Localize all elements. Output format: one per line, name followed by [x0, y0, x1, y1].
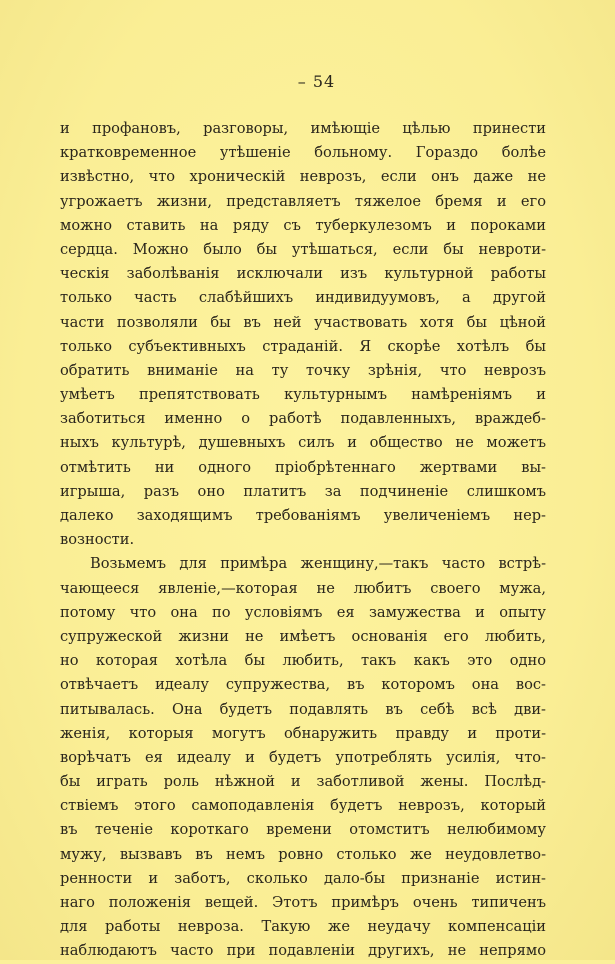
text-line: для работы невроза. Такую же неудачу компенсаціи — [60, 918, 546, 936]
text-line: ворѣчатъ ея идеалу и будетъ употреблять усилія, что- — [60, 748, 546, 766]
body-text — [60, 117, 546, 964]
page-number: – 54 — [297, 72, 336, 91]
text-line: женія, которыя могутъ обнаружить правду и проти- — [60, 724, 546, 742]
text-line: ствіемъ этого самоподавленія будетъ неврозъ, который — [60, 797, 546, 815]
paragraph-1 — [60, 117, 546, 552]
text-line: въ теченіе короткаго времени отомститъ нелюбимому — [60, 821, 546, 839]
text-line: отвѣчаетъ идеалу супружества, въ которомъ она вос- — [60, 676, 546, 694]
text-line: кратковременное утѣшеніе больному. Гораздо болѣе — [60, 144, 546, 162]
text-line: только субъективныхъ страданій. Я скорѣе хотѣлъ бы — [60, 337, 546, 355]
text-line: но которая хотѣла бы любить, такъ какъ это одно — [60, 652, 546, 670]
text-line: и профановъ, разговоры, имѣющіе цѣлью принести — [60, 120, 546, 137]
text-line: сердца. Можно было бы утѣшаться, если бы невроти- — [60, 240, 546, 258]
text-line: наблюдаютъ часто при подавленіи другихъ, не непрямо — [60, 942, 546, 960]
text-line: чающееся явленіе,—которая не любитъ своего мужа, — [60, 579, 546, 597]
text-line: ныхъ культурѣ, душевныхъ силъ и общество не можетъ — [60, 434, 546, 452]
text-line: умѣетъ препятствовать культурнымъ намѣреніямъ и — [60, 386, 546, 404]
text-line: супружеской жизни не имѣетъ основанія его любить, — [60, 627, 546, 645]
text-line: обратить вниманіе на ту точку зрѣнія, что неврозъ — [60, 361, 546, 379]
text-line: заботиться именно о работѣ подавленныхъ, враждеб- — [60, 410, 546, 428]
text-line: мужу, вызвавъ въ немъ ровно столько же неудовлетво- — [60, 845, 546, 863]
text-line: можно ставить на ряду съ туберкулезомъ и пороками — [60, 216, 546, 234]
text-line: ренности и заботъ, сколько дало-бы признаніе истин- — [60, 869, 546, 887]
text-line: возности. — [60, 531, 135, 549]
text-line: ческія заболѣванія исключали изъ культурной работы — [60, 265, 546, 283]
text-line: только часть слабѣйшихъ индивидуумовъ, а другой — [60, 289, 546, 307]
text-line: наго положенія вещей. Этотъ примѣръ очень типиченъ — [60, 894, 546, 911]
text-line: бы играть роль нѣжной и заботливой жены. Послѣд- — [60, 773, 546, 791]
text-line: далеко заходящимъ требованіямъ увеличеніемъ нер- — [60, 507, 546, 524]
text-line: потому что она по условіямъ ея замужества и опыту — [60, 603, 546, 621]
text-line: отмѣтить ни одного пріобрѣтеннаго жертвами вы- — [60, 458, 546, 476]
text-line: угрожаетъ жизни, представляетъ тяжелое бремя и его — [60, 192, 546, 210]
text-line: извѣстно, что хроническій неврозъ, если онъ даже не — [60, 168, 546, 186]
text-line: игрыша, разъ оно платитъ за подчиненіе слишкомъ — [60, 482, 546, 500]
text-line: питывалась. Она будетъ подавлять въ себѣ всѣ дви- — [60, 700, 546, 718]
text-line: Возьмемъ для примѣра женщину,—такъ часто встрѣ- — [90, 555, 546, 573]
paragraph-2 — [60, 552, 546, 963]
text-line: части позволяли бы въ ней участвовать хотя бы цѣной — [60, 313, 546, 331]
